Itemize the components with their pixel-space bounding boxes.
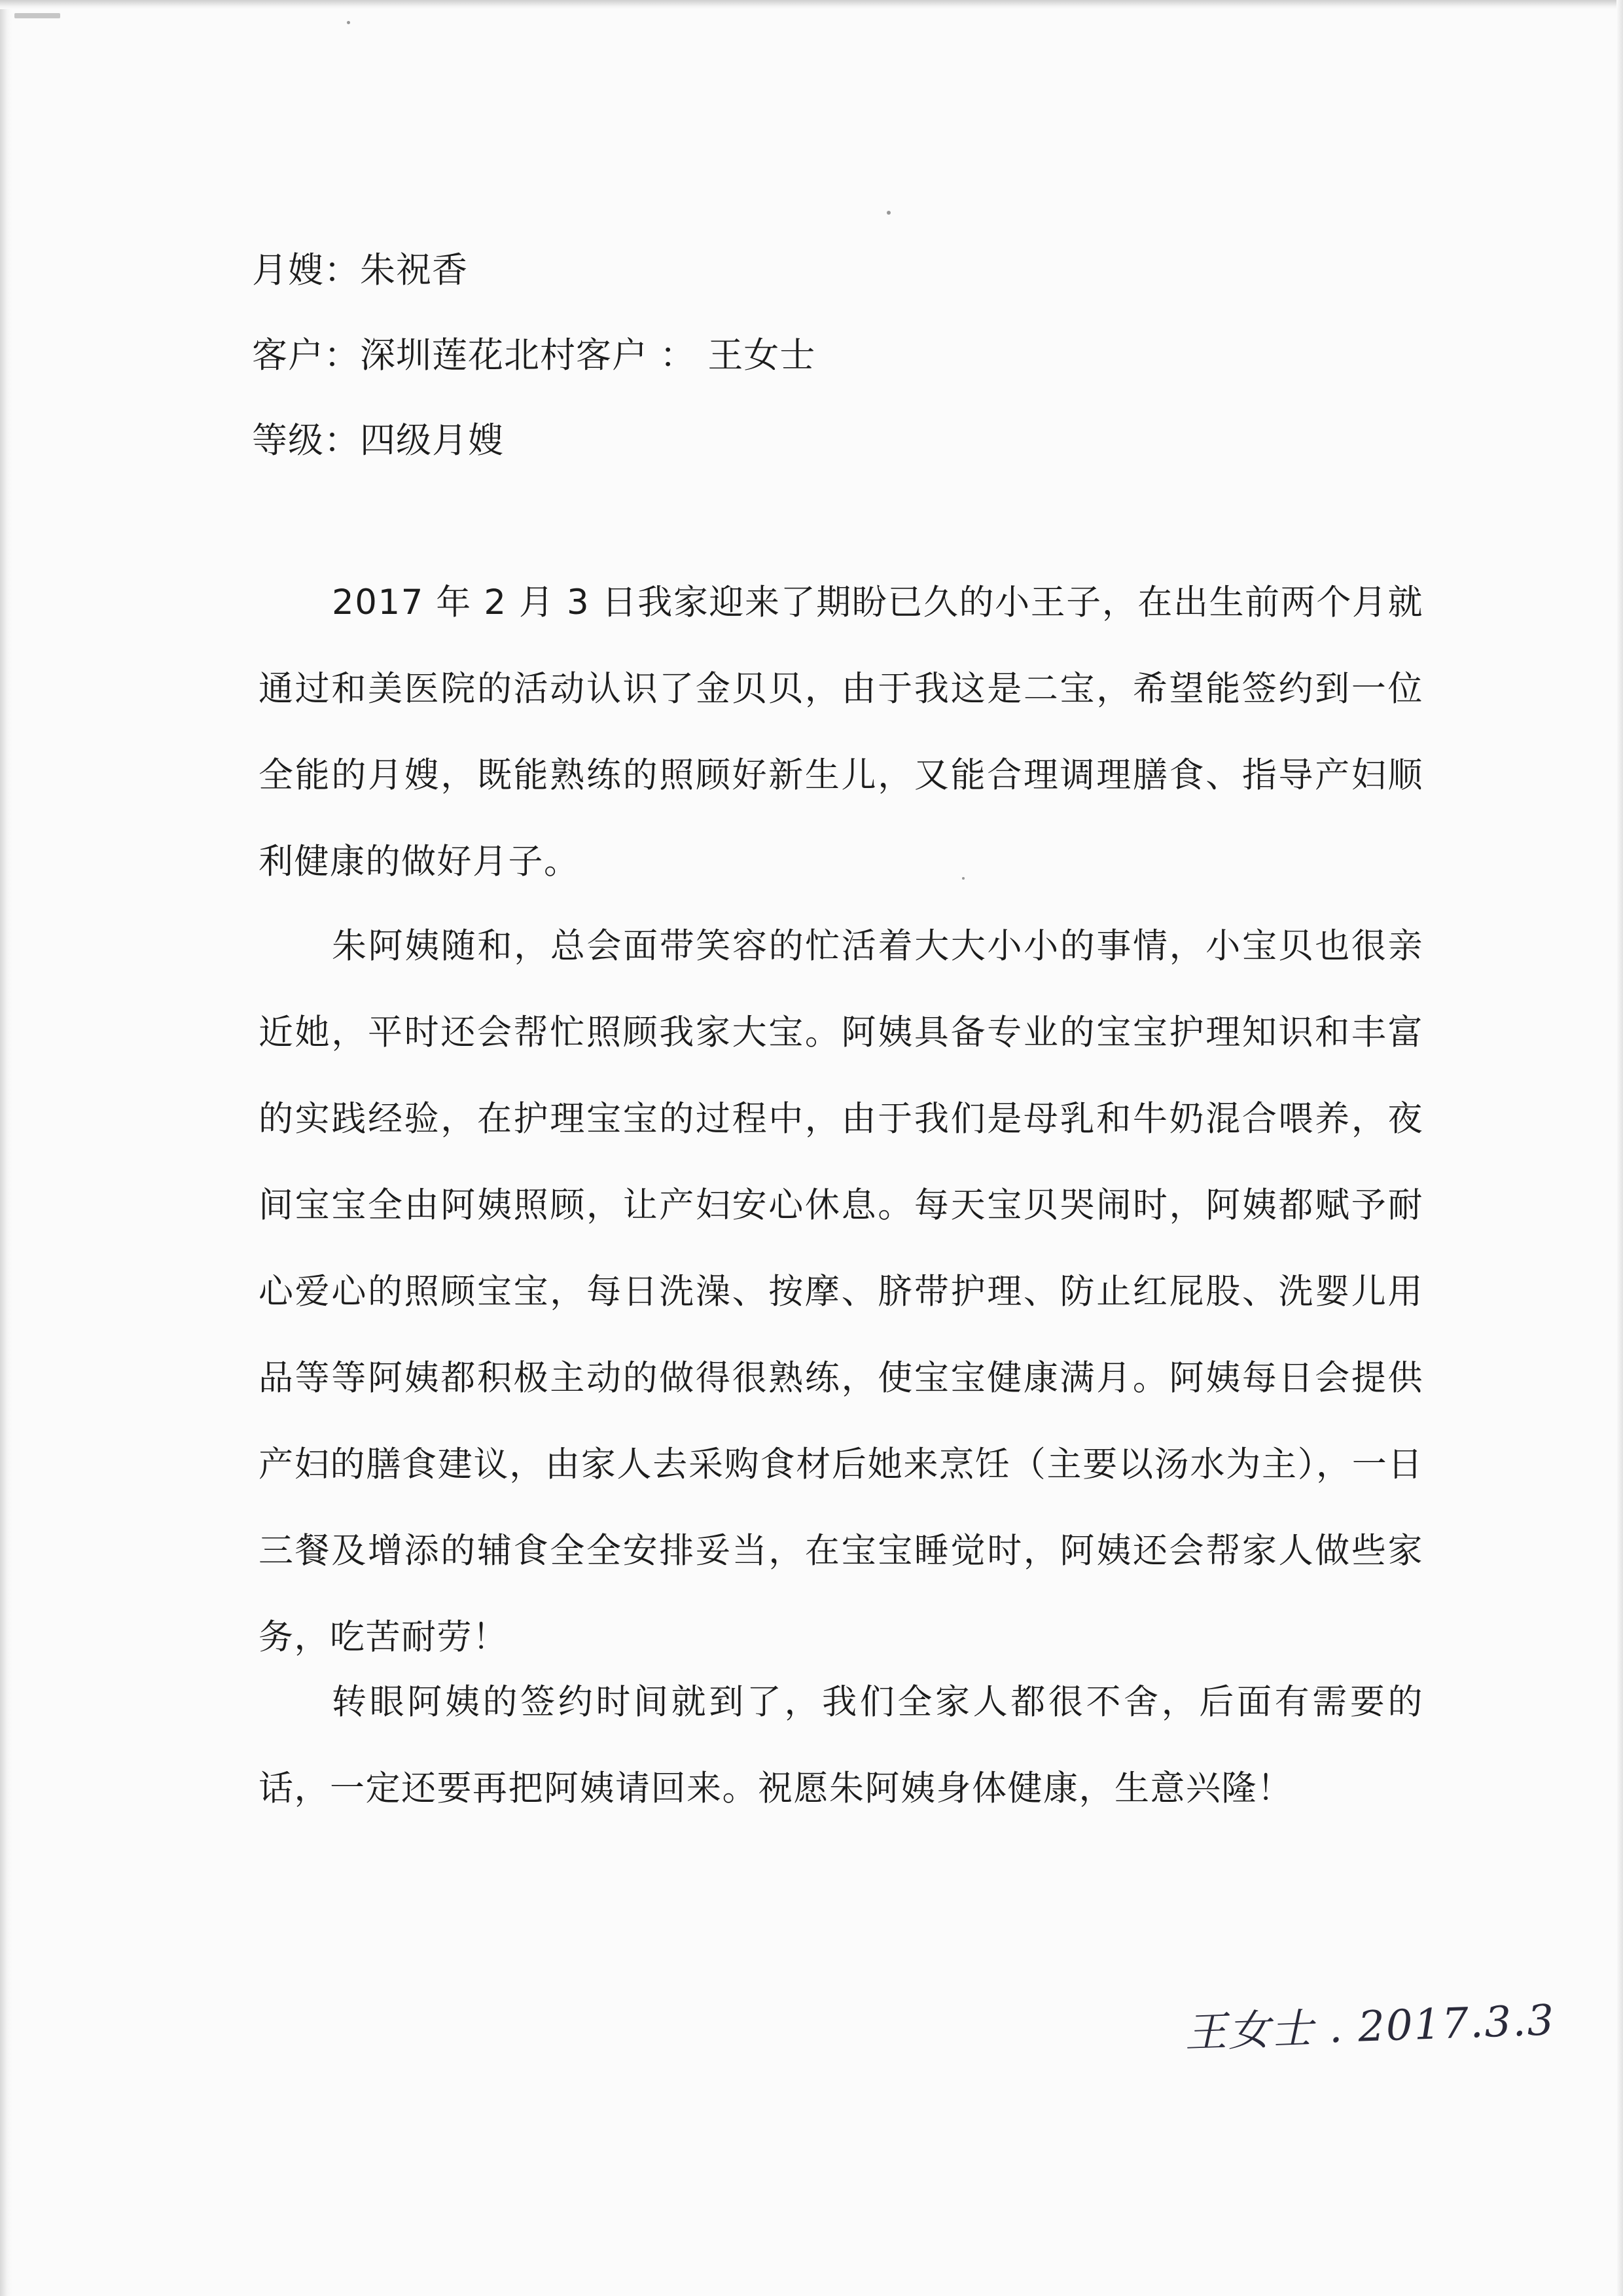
scan-edge-top [0,0,1623,9]
paragraph-intro: 2017 年 2 月 3 日我家迎来了期盼已久的小王子，在出生前两个月就通过和美医院的活动认识了金贝贝，由于我这是二宝，希望能签约到一位全能的月嫂，既能熟练的照顾好新生儿，又能合理调理膳食、指导产妇顺利健康的做好月子。 [259,583,1423,882]
maternity-nurse-line: 月嫂：朱祝香 [252,249,468,291]
level-line: 等级：四级月嫂 [252,420,504,461]
scan-edge-right [1616,0,1623,2296]
scan-edge-left [0,0,12,2296]
handwritten-signature-date: 王女士 . 2017.3.3 [1184,1996,1556,2058]
scan-speck [887,211,891,215]
scan-corner-mark [14,13,60,18]
paragraph-praise: 朱阿姨随和，总会面带笑容的忙活着大大小小的事情，小宝贝也很亲近她，平时还会帮忙照顾我家大宝。阿姨具备专业的宝宝护理知识和丰富的实践经验，在护理宝宝的过程中，由于我们是母乳和牛奶混合喂养，夜间宝宝全由阿姨照顾，让产妇安心休息。每天宝贝哭闹时，阿姨都赋予耐心爱心的照顾宝宝，每日洗澡、按摩、脐带护理、防止红屁股、洗婴儿用品等等阿姨都积极主动的做得很熟练，使宝宝健康满月。阿姨每日会提供产妇的膳食建议，由家人去采购食材后她来烹饪（主要以汤水为主），一日三餐及增添的辅食全全安排妥当，在宝宝睡觉时，阿姨还会帮家人做些家务，吃苦耐劳！ [259,926,1423,1657]
scan-speck [347,21,350,24]
paragraph-farewell: 转眼阿姨的签约时间就到了，我们全家人都很不舍，后面有需要的话，一定还要再把阿姨请回来。祝愿朱阿姨身体健康，生意兴隆！ [259,1682,1423,1808]
customer-line: 客户：深圳莲花北村客户 ： 王女士 [252,334,816,376]
